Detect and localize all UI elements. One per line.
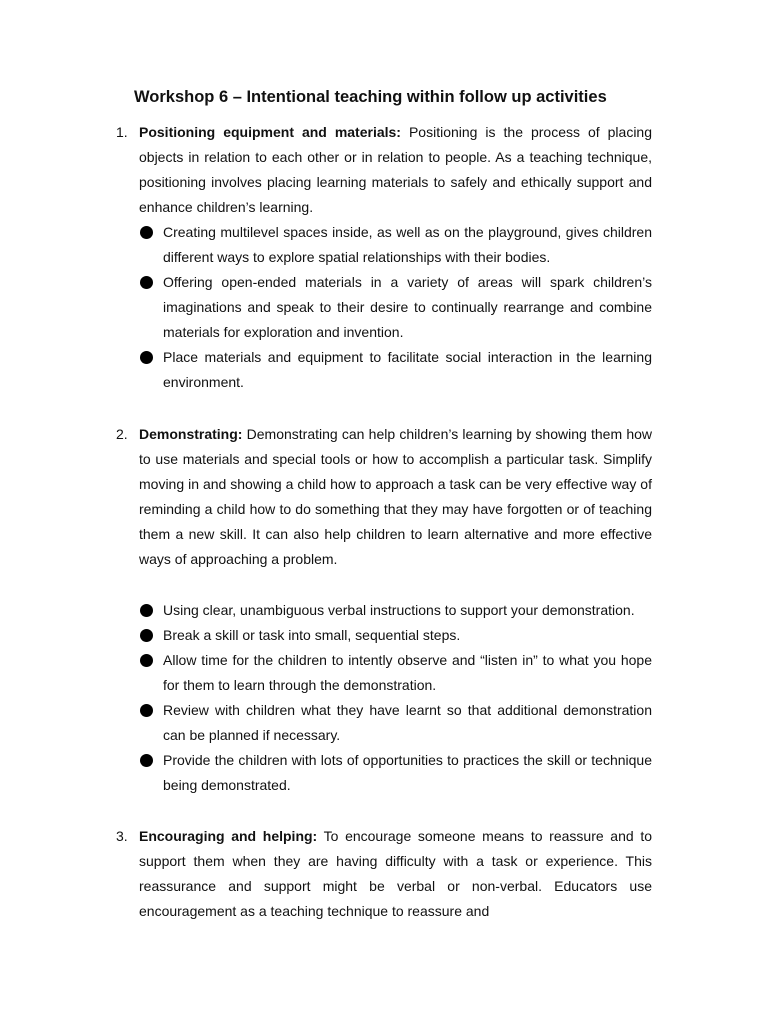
section-body: Positioning is the process of placing objects in relation to each other or in relation to people. As a teaching technique, positioning involves placing learning materials to safely and ethically support and enhance children’s learning. [139, 124, 652, 215]
bullet-text: Creating multilevel spaces inside, as well as on the playground, gives children different ways to explore spatial relationships with their bodies. [163, 224, 652, 265]
bullet-text: Review with children what they have learnt so that additional demonstration can be planned if necessary. [163, 702, 652, 743]
bullet-dot-icon [140, 351, 153, 364]
bullet-item [139, 345, 652, 395]
section-heading: Encouraging and helping: [139, 828, 318, 844]
bullet-text: Provide the children with lots of opportunities to practices the skill or technique being demonstrated. [163, 752, 652, 793]
bullet-text: Place materials and equipment to facilitate social interaction in the learning environment. [163, 349, 652, 390]
bullet-item [139, 623, 652, 648]
bullet-text: Offering open-ended materials in a variety of areas will spark children’s imaginations and speak to their desire to continually rearrange and combine materials for exploration and invention. [163, 274, 652, 340]
bullet-text: Break a skill or task into small, sequential steps. [163, 627, 461, 643]
bullet-dot-icon [140, 604, 153, 617]
bullet-item [139, 598, 652, 623]
section-paragraph [139, 120, 652, 220]
bullet-dot-icon [140, 276, 153, 289]
bullet-item [139, 748, 652, 798]
section-heading: Demonstrating: [139, 426, 243, 442]
bullet-list [139, 220, 652, 395]
section-number: 3. [116, 828, 128, 844]
bullet-item [139, 698, 652, 748]
bullet-dot-icon [140, 754, 153, 767]
section-number: 2. [116, 426, 128, 442]
bullet-dot-icon [140, 704, 153, 717]
bullet-text: Using clear, unambiguous verbal instructions to support your demonstration. [163, 602, 635, 618]
bullet-dot-icon [140, 654, 153, 667]
bullet-list [139, 598, 652, 798]
document-title: Workshop 6 – Intentional teaching within follow up activities [134, 88, 607, 106]
bullet-dot-icon [140, 226, 153, 239]
bullet-dot-icon [140, 629, 153, 642]
section-paragraph [139, 824, 652, 924]
bullet-item [139, 220, 652, 270]
bullet-item [139, 270, 652, 345]
section-paragraph [139, 422, 652, 572]
section-number: 1. [116, 124, 128, 140]
section-body: Demonstrating can help children’s learning by showing them how to use materials and special tools or how to accomplish a particular task. Simplify moving in and showing a child how to approach a task can be very effective way of reminding a child how to do something that they may have forgotten or of teaching them a new skill. It can also help children to learn alternative and more effective ways of approaching a problem. [139, 426, 652, 567]
section-body: To encourage someone means to reassure and to support them when they are having difficulty with a task or experience. This reassurance and support might be verbal or non-verbal. Educators use encouragement as a teaching technique to reassure and [139, 828, 653, 919]
section-heading: Positioning equipment and materials: [139, 124, 401, 140]
bullet-text: Allow time for the children to intently observe and “listen in” to what you hope for them to learn through the demonstration. [163, 652, 652, 693]
bullet-item [139, 648, 652, 698]
